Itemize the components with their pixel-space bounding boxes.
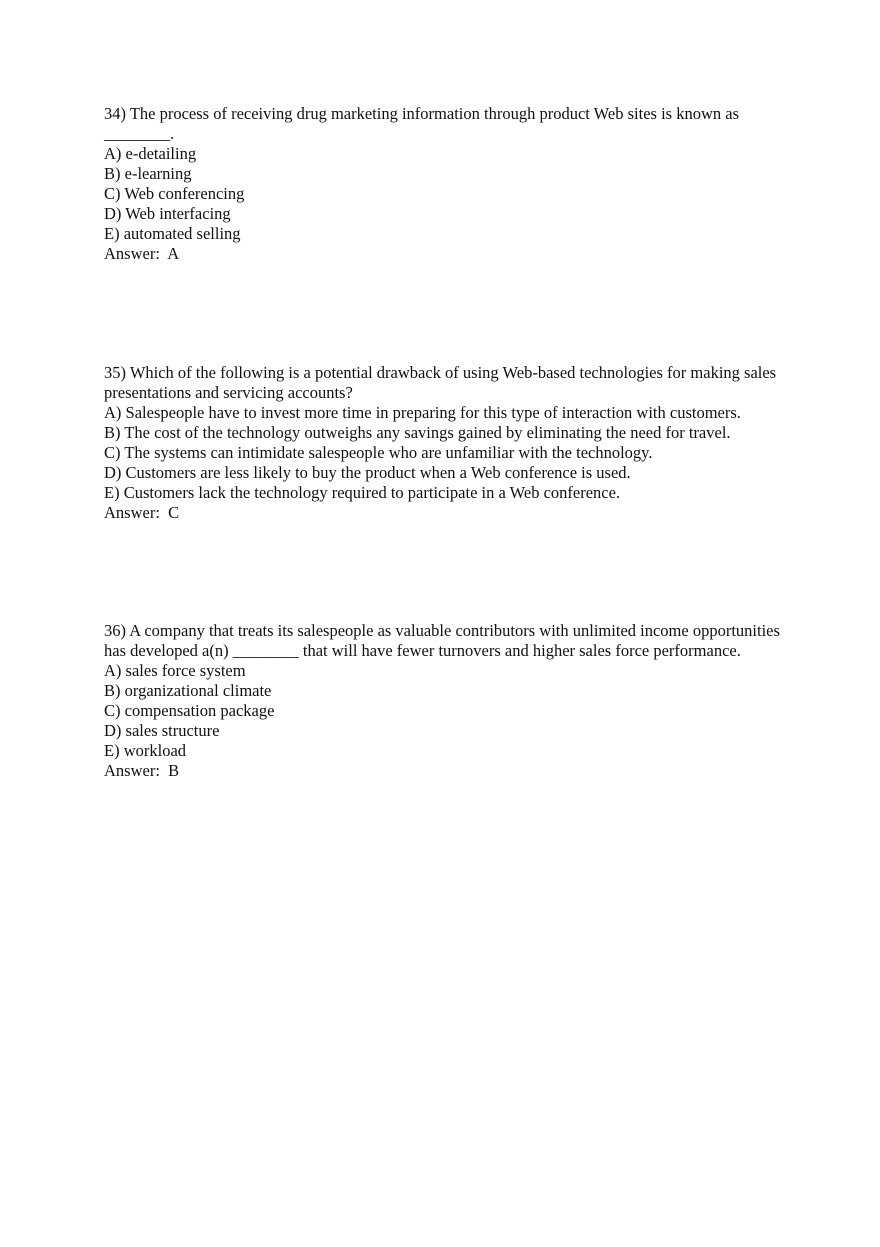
option-a: A) e-detailing bbox=[104, 144, 197, 163]
option-d: D) Web interfacing bbox=[104, 204, 231, 223]
option-a: A) sales force system bbox=[104, 661, 246, 680]
question-stem: 36) A company that treats its salespeople as valuable contributors with unlimited income opportunities has developed a(n) ________ that will have fewer turnovers and higher sales force performance. bbox=[104, 621, 780, 660]
question-stem: 34) The process of receiving drug marketing information through product Web sites is known as ________. bbox=[104, 104, 740, 143]
option-b: B) The cost of the technology outweighs any savings gained by eliminating the need for travel. bbox=[104, 423, 731, 442]
answer-line: Answer: A bbox=[104, 244, 180, 263]
option-c: C) Web conferencing bbox=[104, 184, 245, 203]
option-d: D) Customers are less likely to buy the product when a Web conference is used. bbox=[104, 463, 631, 482]
question-stem: 35) Which of the following is a potential drawback of using Web-based technologies for making sales presentations and servicing accounts? bbox=[104, 363, 777, 402]
question-36 bbox=[104, 621, 784, 781]
option-d: D) sales structure bbox=[104, 721, 220, 740]
option-c: C) The systems can intimidate salespeople who are unfamiliar with the technology. bbox=[104, 443, 653, 462]
option-b: B) e-learning bbox=[104, 164, 192, 183]
option-e: E) automated selling bbox=[104, 224, 241, 243]
answer-line: Answer: B bbox=[104, 761, 180, 780]
answer-line: Answer: C bbox=[104, 503, 180, 522]
option-e: E) workload bbox=[104, 741, 187, 760]
question-35 bbox=[104, 363, 784, 523]
option-a: A) Salespeople have to invest more time in preparing for this type of interaction with customers. bbox=[104, 403, 741, 422]
option-c: C) compensation package bbox=[104, 701, 275, 720]
option-e: E) Customers lack the technology required to participate in a Web conference. bbox=[104, 483, 621, 502]
question-34 bbox=[104, 104, 784, 264]
option-b: B) organizational climate bbox=[104, 681, 272, 700]
